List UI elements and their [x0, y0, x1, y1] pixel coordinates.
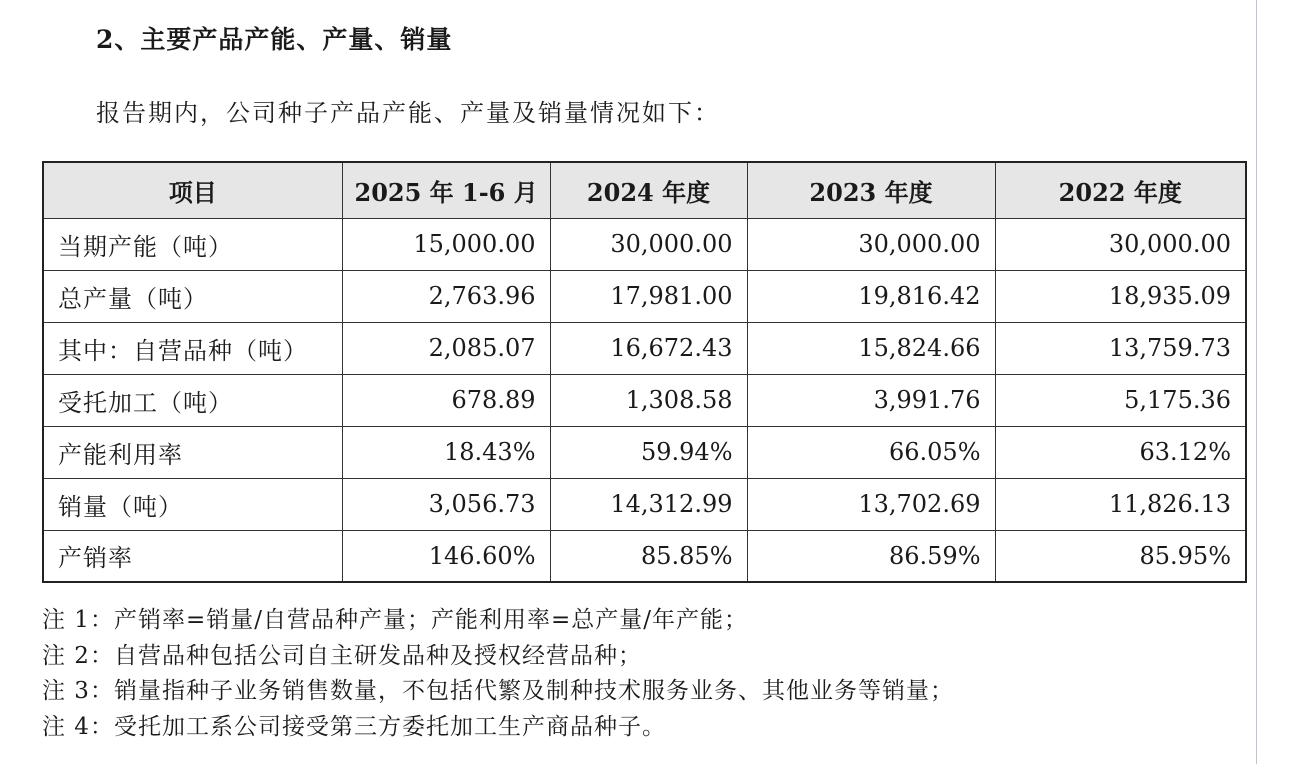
cell-value: 85.85% — [550, 530, 747, 582]
table-header-row — [43, 162, 1246, 218]
note-2: 注 2：自营品种包括公司自主研发品种及授权经营品种； — [42, 642, 642, 669]
cell-value: 18.43% — [342, 426, 550, 478]
table-row — [43, 218, 1246, 270]
header-2023: 2023 年度 — [747, 162, 995, 218]
table-row — [43, 322, 1246, 374]
cell-value: 63.12% — [995, 426, 1246, 478]
cell-value: 2,763.96 — [342, 270, 550, 322]
row-label: 受托加工（吨） — [43, 374, 342, 426]
cell-value: 146.60% — [342, 530, 550, 582]
cell-value: 19,816.42 — [747, 270, 995, 322]
row-label: 产销率 — [43, 530, 342, 582]
cell-value: 14,312.99 — [550, 478, 747, 530]
table-row — [43, 426, 1246, 478]
cell-value: 13,702.69 — [747, 478, 995, 530]
cell-value: 678.89 — [342, 374, 550, 426]
cell-value: 17,981.00 — [550, 270, 747, 322]
table-row — [43, 530, 1246, 582]
note-3: 注 3：销量指种子业务销售数量，不包括代繁及制种技术服务业务、其他业务等销量； — [42, 678, 954, 704]
cell-value: 30,000.00 — [995, 218, 1246, 270]
cell-value: 3,991.76 — [747, 374, 995, 426]
header-2022: 2022 年度 — [995, 162, 1246, 218]
cell-value: 13,759.73 — [995, 322, 1246, 374]
table-row — [43, 270, 1246, 322]
header-2025h1: 2025 年 1-6 月 — [342, 162, 550, 218]
cell-value: 5,175.36 — [995, 374, 1246, 426]
table-row — [43, 478, 1246, 530]
section-heading: 2、主要产品产能、产量、销量 — [96, 25, 453, 54]
table-notes — [42, 603, 954, 745]
header-2024: 2024 年度 — [550, 162, 747, 218]
cell-value: 15,000.00 — [342, 218, 550, 270]
cell-value: 3,056.73 — [342, 478, 550, 530]
cell-value: 59.94% — [550, 426, 747, 478]
cell-value: 85.95% — [995, 530, 1246, 582]
table-row — [43, 374, 1246, 426]
intro-text: 报告期内，公司种子产品产能、产量及销量情况如下： — [96, 99, 720, 127]
cell-value: 66.05% — [747, 426, 995, 478]
cell-value: 30,000.00 — [550, 218, 747, 270]
cell-value: 15,824.66 — [747, 322, 995, 374]
cell-value: 2,085.07 — [342, 322, 550, 374]
header-item: 项目 — [43, 162, 342, 218]
row-label: 其中：自营品种（吨） — [43, 322, 342, 374]
page-edge-rule — [1256, 0, 1257, 764]
note-1: 注 1：产销率=销量/自营品种产量；产能利用率=总产量/年产能； — [42, 607, 748, 633]
row-label: 总产量（吨） — [43, 270, 342, 322]
cell-value: 86.59% — [747, 530, 995, 582]
row-label: 当期产能（吨） — [43, 218, 342, 270]
cell-value: 18,935.09 — [995, 270, 1246, 322]
cell-value: 16,672.43 — [550, 322, 747, 374]
row-label: 销量（吨） — [43, 478, 342, 530]
capacity-output-sales-table — [42, 161, 1247, 583]
row-label: 产能利用率 — [43, 426, 342, 478]
cell-value: 1,308.58 — [550, 374, 747, 426]
cell-value: 11,826.13 — [995, 478, 1246, 530]
note-4: 注 4：受托加工系公司接受第三方委托加工生产商品种子。 — [42, 713, 666, 740]
cell-value: 30,000.00 — [747, 218, 995, 270]
